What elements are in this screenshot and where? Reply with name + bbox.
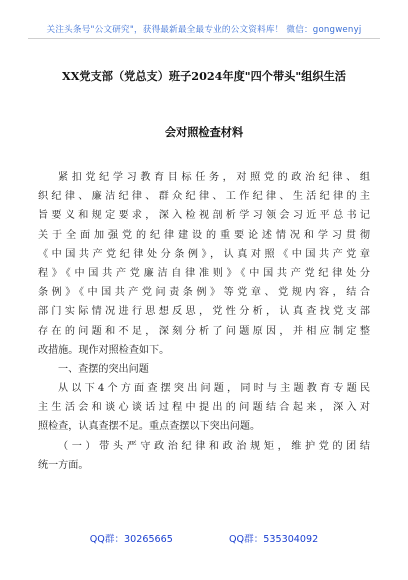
body-line: 存在的问题和不足，深刻分析了问题原因，并相应制定整 — [38, 325, 370, 337]
footer — [0, 531, 408, 545]
body-line: 《中国共产党纪律处分条例》，认真对照《中国共产党章 — [38, 248, 370, 260]
body-line: 关于全面加强党的纪律建设的重要论述情况和学习贯彻 — [38, 229, 370, 241]
body-line: 改措施。现作对照检查如下。 — [38, 344, 170, 356]
header-divider — [28, 38, 380, 39]
body-line: 部门实际情况进行思想反思，党性分析，认真查找党支部 — [38, 306, 370, 318]
body-line: 条例》《中国共产党问责条例》等党章、党规内容，结合 — [38, 287, 370, 299]
document-title-line-2: 会对照检查材料 — [164, 125, 244, 139]
body-line: 主生活会和谈心谈话过程中提出的问题结合起来，深入对 — [38, 402, 370, 414]
body-line: 程》《中国共产党廉洁自律准则》《中国共产党纪律处分 — [38, 267, 370, 279]
footer-qq-group-2: QQ群：535304092 — [229, 534, 319, 545]
body-line: 紧扣党纪学习教育目标任务，对照党的政治纪律、组 — [58, 172, 370, 183]
document-title-line-1: XX党支部（党总支）班子2024年度"四个带头"组织生活 — [62, 69, 346, 83]
body-line: 照检查，认真查摆不足。重点查摆以下突出问题。 — [38, 421, 261, 433]
section-heading: 一、查摆的突出问题 — [58, 363, 149, 375]
body-line: 织纪律、廉洁纪律、群众纪律、工作纪律、生活纪律的主 — [38, 191, 370, 203]
body-line: 从以下4个方面查摆突出问题，同时与主题教育专题民 — [58, 383, 370, 395]
header-banner — [0, 23, 408, 35]
document-body — [38, 168, 370, 475]
footer-qq-group-1: QQ群：30265665 — [89, 534, 173, 545]
subsection-heading: （一）带头严守政治纪律和政治规矩，维护党的团结 — [58, 440, 370, 452]
body-line: 旨要义和规定要求，深入检视剖析学习领会习近平总书记 — [38, 210, 370, 222]
body-line: 统一方面。 — [38, 459, 89, 471]
header-banner-text: 关注头条号"公文研究"，获得最新最全最专业的公文资料库！ 微信：gongwenyj — [46, 25, 362, 35]
